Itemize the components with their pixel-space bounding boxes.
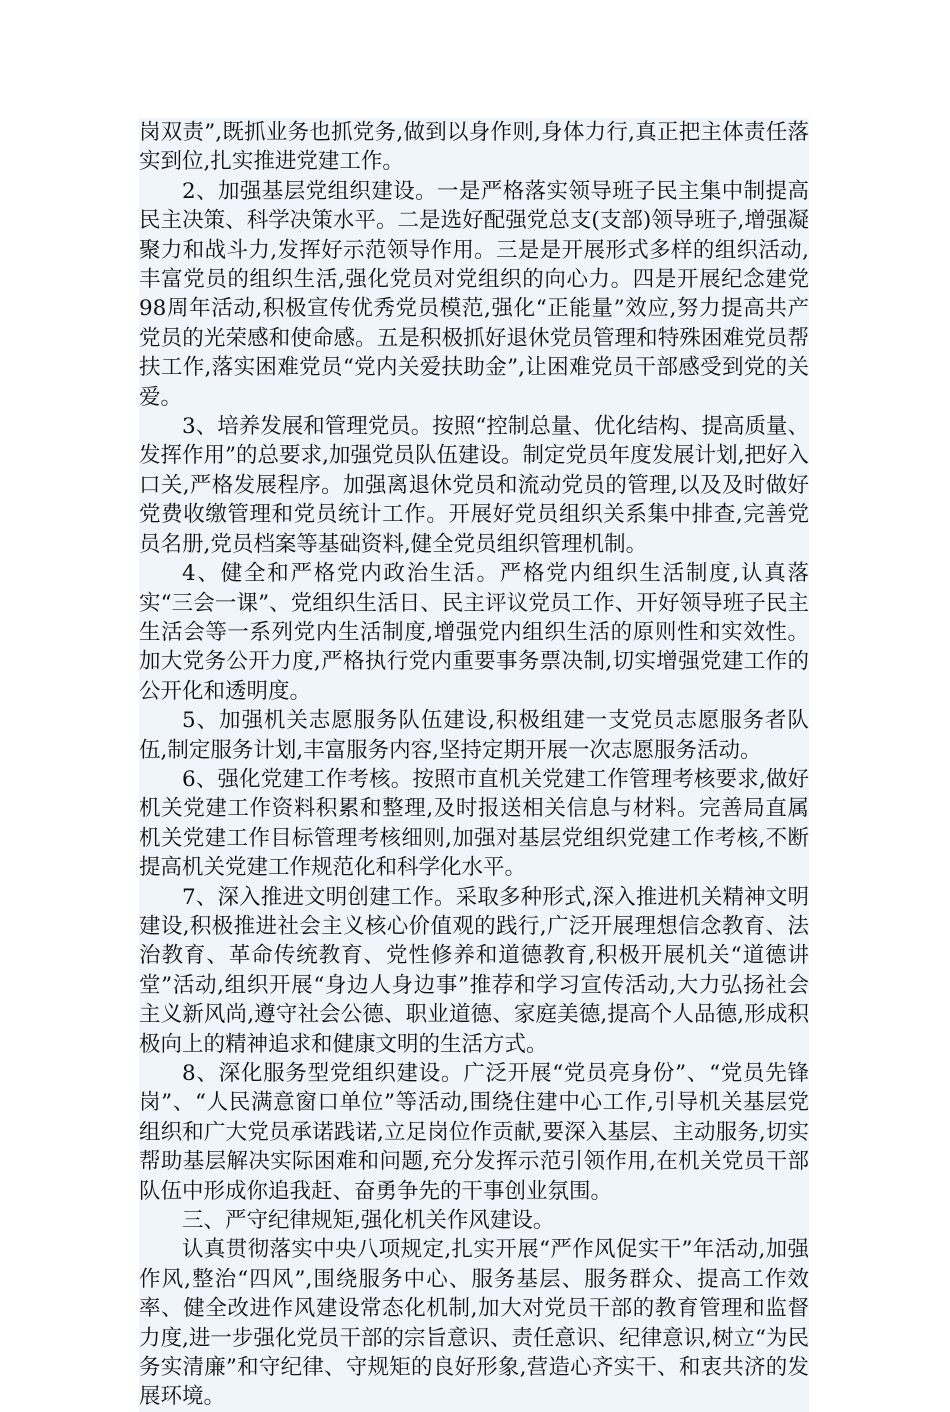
paragraph-item-6: 6、强化党建工作考核。按照市直机关党建工作管理考核要求,做好机关党建工作资料积累和整理,及时报送相关信息与材料。完善局直属机关党建工作目标管理考核细则,加强对基层党组织党建工作考核,不断提高机关党建工作规范化和科学化水平。: [139, 766, 809, 881]
paragraph-item-8: 8、深化服务型党组织建设。广泛开展“党员亮身份”、“党员先锋岗”、“人民满意窗口单位”等活动,围绕住建中心工作,引导机关基层党组织和广大党员承诺践诺,立足岗位作贡献,要深入基层、主动服务,切实帮助基层解决实际困难和问题,充分发挥示范引领作用,在机关党员干部队伍中形成你追我赶、奋勇争先的干事创业氛围。: [139, 1061, 809, 1204]
paragraph-continuation: 岗双责”,既抓业务也抓党务,做到以身作则,身体力行,真正把主体责任落实到位,扎实推进党建工作。: [139, 120, 809, 175]
paragraph-item-5: 5、加强机关志愿服务队伍建设,积极组建一支党员志愿服务者队伍,制定服务计划,丰富服务内容,坚持定期开展一次志愿服务活动。: [139, 708, 809, 763]
section-heading-3: 三、严守纪律规矩,强化机关作风建设。: [182, 1208, 555, 1234]
paragraph-item-3: 3、培养发展和管理党员。按照“控制总量、优化结构、提高质量、发挥作用”的总要求,加强党员队伍建设。制定党员年度发展计划,把好入口关,严格发展程序。加强离退休党员和流动党员的管理,以及及时做好党费收缴管理和党员统计工作。开展好党员组织关系集中排查,完善党员名册,党员档案等基础资料,健全党员组织管理机制。: [139, 414, 809, 557]
paragraph-section-3-body: 认真贯彻落实中央八项规定,扎实开展“严作风促实干”年活动,加强作风,整治“四风”,围绕服务中心、服务基层、服务群众、提高工作效率、健全改进作风建设常态化机制,加大对党员干部的教育管理和监督力度,进一步强化党员干部的宗旨意识、责任意识、纪律意识,树立“为民务实清廉”和守纪律、守规矩的良好形象,营造心齐实干、和衷共济的发展环境。: [139, 1237, 809, 1410]
document-body: [139, 118, 809, 1412]
paragraph-item-4: 4、健全和严格党内政治生活。严格党内组织生活制度,认真落实“三会一课”、党组织生活日、民主评议党员工作、开好领导班子民主生活会等一系列党内生活制度,增强党内组织生活的原则性和实效性。加大党务公开力度,严格执行党内重要事务票决制,切实增强党建工作的公开化和透明度。: [139, 561, 809, 704]
paragraph-item-2: 2、加强基层党组织建设。一是严格落实领导班子民主集中制提高民主决策、科学决策水平。二是选好配强党总支(支部)领导班子,增强凝聚力和战斗力,发挥好示范领导作用。三是是开展形式多样的组织活动,丰富党员的组织生活,强化党员对党组织的向心力。四是开展纪念建党98周年活动,积极宣传优秀党员模范,强化“正能量”效应,努力提高共产党员的光荣感和使命感。五是积极抓好退休党员管理和特殊困难党员帮扶工作,落实困难党员“党内关爱扶助金”,让困难党员干部感受到党的关爱。: [139, 178, 809, 410]
paragraph-item-7: 7、深入推进文明创建工作。采取多种形式,深入推进机关精神文明建设,积极推进社会主义核心价值观的践行,广泛开展理想信念教育、法治教育、革命传统教育、党性修养和道德教育,积极开展机关“道德讲堂”活动,组织开展“身边人身边事”推荐和学习宣传活动,大力弘扬社会主义新风尚,遵守社会公德、职业道德、家庭美德,提高个人品德,形成积极向上的精神追求和健康文明的生活方式。: [139, 884, 809, 1057]
